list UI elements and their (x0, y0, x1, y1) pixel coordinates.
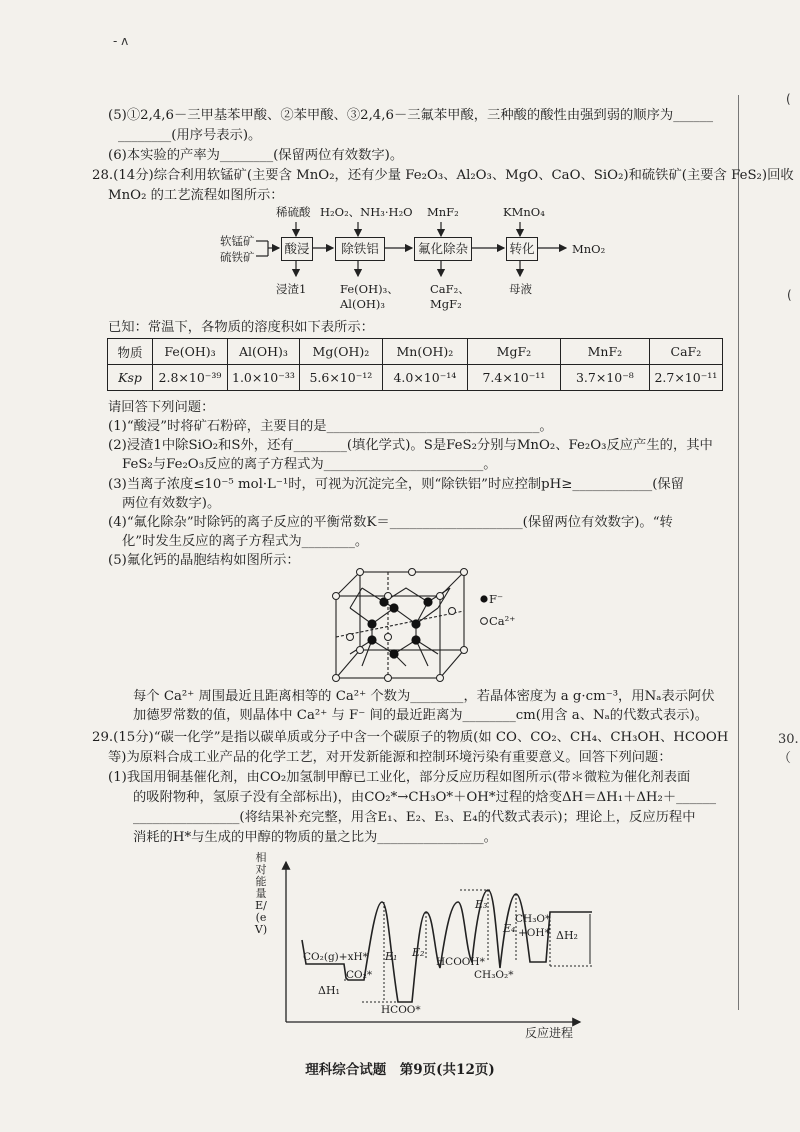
label-co2g-xh: CO₂(g)+xH* (303, 951, 368, 963)
q28-intro1: 28.(14分)综合利用软锰矿(主要含 MnO₂，还有少量 Fe₂O₃、Al₂O₃、MgO、CaO、SiO₂)和硫铁矿(主要含 FeS₂)回收 (92, 168, 794, 183)
table-cell: 物质 (108, 339, 153, 365)
q29-intro2: 等)为原料合成工业产品的化学工艺，对开发新能源和控制环境污染有重要意义。回答下列问题： (108, 750, 672, 765)
reagent-h2o2-nh3: H₂O₂、NH₃·H₂O (320, 205, 413, 219)
q28-p1: (1)“酸浸”时将矿石粉碎，主要目的是________________________________。 (108, 419, 553, 434)
input-pyrite: 硫铁矿 (220, 250, 255, 264)
legend-f: F⁻ (489, 592, 504, 606)
table-row (108, 365, 723, 391)
x-axis-label: 反应进程 (525, 1026, 574, 1040)
step-remove-fe-al: 除铁铝 (335, 237, 385, 261)
table-cell: 2.8×10⁻³⁹ (153, 365, 228, 391)
q30-stub: 30.（ (778, 732, 799, 766)
label-ch3o: CH₃O* (515, 913, 551, 925)
table-cell: 3.7×10⁻⁸ (560, 365, 649, 391)
q28-p3b: 两位有效数字)。 (122, 496, 221, 511)
reagent-mnf2: MnF₂ (427, 205, 459, 219)
label-hcoo: HCOO* (381, 1004, 421, 1016)
step-acid-leach: 酸浸 (281, 237, 313, 261)
caf2-unit-cell (330, 568, 480, 684)
q28-known: 已知：常温下，各物质的溶度积如下表所示： (108, 320, 374, 335)
table-cell: Mn(OH)₂ (382, 339, 467, 365)
reagent-h2so4: 稀硫酸 (276, 205, 311, 219)
q28-intro2: MnO₂ 的工艺流程如图所示： (108, 188, 284, 203)
label-e2: E₂ (412, 946, 425, 959)
flow-arrows (0, 0, 800, 330)
product-mno2: MnO₂ (572, 242, 606, 256)
q29-p1b: 的吸附物种，氢原子没有全部标出)，由CO₂*→CH₃O*＋OH*过程的焓变ΔH＝ΔH₁＋ΔH₂＋______ (133, 790, 717, 805)
table-cell: 2.7×10⁻¹¹ (649, 365, 722, 391)
table-cell: 5.6×10⁻¹² (299, 365, 382, 391)
q28-p2b: FeS₂与Fe₂O₃反应的离子方程式为________________________。 (122, 457, 497, 472)
table-cell: Ksp (108, 365, 153, 391)
label-co2-ads: CO₂* (346, 969, 373, 981)
table-cell: Fe(OH)₃ (153, 339, 228, 365)
table-header-row (108, 339, 723, 365)
q27-line5a: (5)①2,4,6－三甲基苯甲酸、②苯甲酸、③2,4,6－三氟苯甲酸，三种酸的酸性由强到弱的顺序为______ (108, 108, 714, 123)
label-hcooh: HCOOH* (436, 956, 485, 968)
table-cell: MgF₂ (467, 339, 560, 365)
table-cell: 4.0×10⁻¹⁴ (382, 365, 467, 391)
q28-p5b: 每个 Ca²⁺ 周围最近且距离相等的 Ca²⁺ 个数为________，若晶体密度为 a g·cm⁻³，用Nₐ表示阿伏 (133, 689, 715, 704)
q29-intro1: 29.(15分)“碳一化学”是指以碳单质或分子中含一个碳原子的物质(如 CO、CO₂、CH₄、CH₃OH、HCOOH (92, 730, 729, 745)
q28-p3a: (3)当离子浓度≤10⁻⁵ mol·L⁻¹时，可视为沉淀完全，则“除铁铝”时应控制pH≥____________(保留 (108, 477, 684, 492)
table-cell: 1.0×10⁻³³ (228, 365, 300, 391)
table-cell: Al(OH)₃ (228, 339, 300, 365)
input-pyrolusite: 软锰矿 (220, 234, 255, 248)
y-axis-label: 相对能量E/(eV) (254, 851, 268, 936)
q28-p4a: (4)“氟化除杂”时除钙的离子反应的平衡常数K＝____________________(保留两位有效数字)。“转 (108, 515, 673, 530)
output-feoh3: Fe(OH)₃、 (340, 282, 399, 296)
legend-ca: Ca²⁺ (489, 614, 516, 628)
q29-p1d: 消耗的H*与生成的甲醇的物质的量之比为________________。 (133, 830, 497, 845)
q27-line5b: ________(用序号表示)。 (118, 128, 262, 143)
reagent-kmno4: KMnO₄ (503, 205, 545, 219)
q29-p1a: (1)我国用铜基催化剂，由CO₂加氢制甲醇已工业化，部分反应历程如图所示(带＊微粒为催化剂表面 (108, 770, 691, 785)
output-mother-liquor: 母液 (509, 282, 532, 296)
margin-dot-2: ( (787, 288, 792, 302)
table-cell: MnF₂ (560, 339, 649, 365)
label-ch3o2: CH₃O₂* (474, 969, 514, 981)
q28-p4b: 化”时发生反应的离子方程式为________。 (122, 534, 369, 549)
page-footer: 理科综合试题 第9页(共12页) (305, 1062, 495, 1078)
table-cell: Mg(OH)₂ (299, 339, 382, 365)
label-oh: +OH* (518, 927, 550, 939)
output-mgf2: MgF₂ (430, 297, 462, 311)
q27-line6: (6)本实验的产率为________(保留两位有效数字)。 (108, 148, 404, 163)
step-fluorination: 氟化除杂 (414, 237, 472, 261)
q28-p2a: (2)浸渣1中除SiO₂和S外，还有________(填化学式)。S是FeS₂分别与MnO₂、Fe₂O₃反应产生的，其中 (108, 438, 713, 453)
q28-p5c: 加德罗常数的值，则晶体中 Ca²⁺ 与 F⁻ 间的最近距离为________cm(用含 a、Nₐ的代数式表示)。 (133, 708, 709, 723)
corner-mark: - ʌ (113, 34, 129, 48)
label-e3: E₃ (475, 898, 488, 911)
margin-dot: ( (786, 92, 791, 106)
q28-ask: 请回答下列问题： (108, 400, 215, 415)
step-conversion: 转化 (506, 237, 538, 261)
label-dh2: ΔH₂ (556, 929, 578, 942)
q29-p1c: ________________(将结果补充完整，用含E₁、E₂、E₃、E₄的代数式表示)；理论上，反应历程中 (133, 810, 696, 825)
energy-profile (250, 852, 610, 1042)
output-aloh3: Al(OH)₃ (340, 297, 386, 311)
label-dh1: ΔH₁ (318, 984, 340, 997)
label-e4: E₄ (503, 922, 516, 935)
label-e1: E₁ (385, 950, 398, 963)
table-cell: 7.4×10⁻¹¹ (467, 365, 560, 391)
output-caf2: CaF₂、 (430, 282, 470, 296)
ksp-table (107, 338, 723, 391)
table-cell: CaF₂ (649, 339, 722, 365)
q28-p5: (5)氟化钙的晶胞结构如图所示： (108, 553, 300, 568)
output-residue1: 浸渣1 (276, 282, 307, 296)
